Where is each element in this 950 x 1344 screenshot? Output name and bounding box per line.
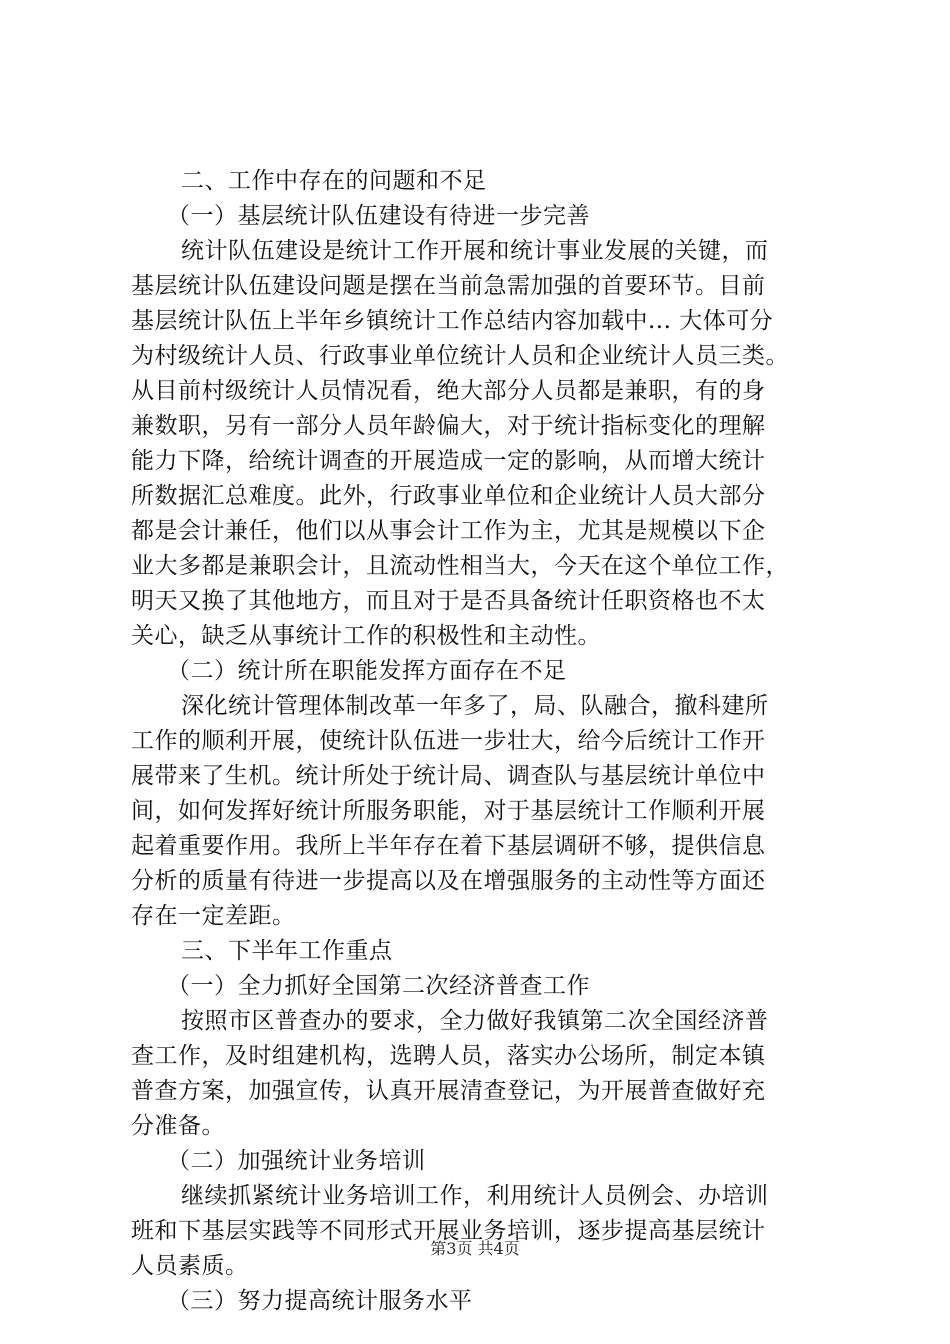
text-line: 都是会计兼任，他们以从事会计工作为主，尤其是规模以下企 [131,518,766,544]
page-footer: 第3页 共4页 [430,1239,520,1258]
text-line: 存在一定差距。 [131,903,296,929]
text-line: （一）全力抓好全国第二次经济普查工作 [167,973,590,999]
text-line: 所数据汇总难度。此外，行政事业单位和企业统计人员大部分 [131,483,766,509]
text-line: 基层统计队伍上半年乡镇统计工作总结内容加载中... 大体可分 [131,308,774,334]
text-line: 分准备。 [131,1113,225,1139]
text-line: 能力下降，给统计调查的开展造成一定的影响，从而增大统计 [131,448,766,474]
text-line: 统计队伍建设是统计工作开展和统计事业发展的关键，而 [181,238,769,264]
text-line: 基层统计队伍建设问题是摆在当前急需加强的首要环节。目前 [131,273,766,299]
text-line: 班和下基层实践等不同形式开展业务培训，逐步提高基层统计 [131,1218,766,1244]
text-line: 间，如何发挥好统计所服务职能，对于基层统计工作顺利开展 [131,798,766,824]
text-line: 兼数职，另有一部分人员年龄偏大，对于统计指标变化的理解 [131,413,766,439]
text-line: 起着重要作用。我所上半年存在着下基层调研不够，提供信息 [131,833,766,859]
text-line: 关心，缺乏从事统计工作的积极性和主动性。 [131,623,601,649]
text-line: 二、工作中存在的问题和不足 [181,168,487,194]
text-line: 人员素质。 [131,1253,249,1279]
text-line: 明天又换了其他地方，而且对于是否具备统计任职资格也不太 [131,588,766,614]
text-line: 三、下半年工作重点 [181,938,393,964]
text-line: 深化统计管理体制改革一年多了，局、队融合，撤科建所 [181,693,769,719]
text-line: 普查方案，加强宣传，认真开展清查登记，为开展普查做好充 [131,1078,766,1104]
text-line: （一）基层统计队伍建设有待进一步完善 [167,203,590,229]
text-line: （三）努力提高统计服务水平 [167,1288,473,1314]
document-body [131,164,831,1319]
text-line: （二）统计所在职能发挥方面存在不足 [167,658,567,684]
text-line: 继续抓紧统计业务培训工作，利用统计人员例会、办培训 [181,1183,769,1209]
text-line: 工作的顺利开展，使统计队伍进一步壮大，给今后统计工作开 [131,728,766,754]
text-line: 分析的质量有待进一步提高以及在增强服务的主动性等方面还 [131,868,766,894]
text-line: 查工作，及时组建机构，选聘人员，落实办公场所，制定本镇 [131,1043,766,1069]
text-line: 业大多都是兼职会计，且流动性相当大，今天在这个单位工作， [131,553,789,579]
text-line: 为村级统计人员、行政事业单位统计人员和企业统计人员三类。 [131,343,789,369]
text-line: （二）加强统计业务培训 [167,1148,426,1174]
text-line: 按照市区普查办的要求，全力做好我镇第二次全国经济普 [181,1008,769,1034]
text-line: 从目前村级统计人员情况看，绝大部分人员都是兼职，有的身 [131,378,766,404]
text-line: 展带来了生机。统计所处于统计局、调查队与基层统计单位中 [131,763,766,789]
